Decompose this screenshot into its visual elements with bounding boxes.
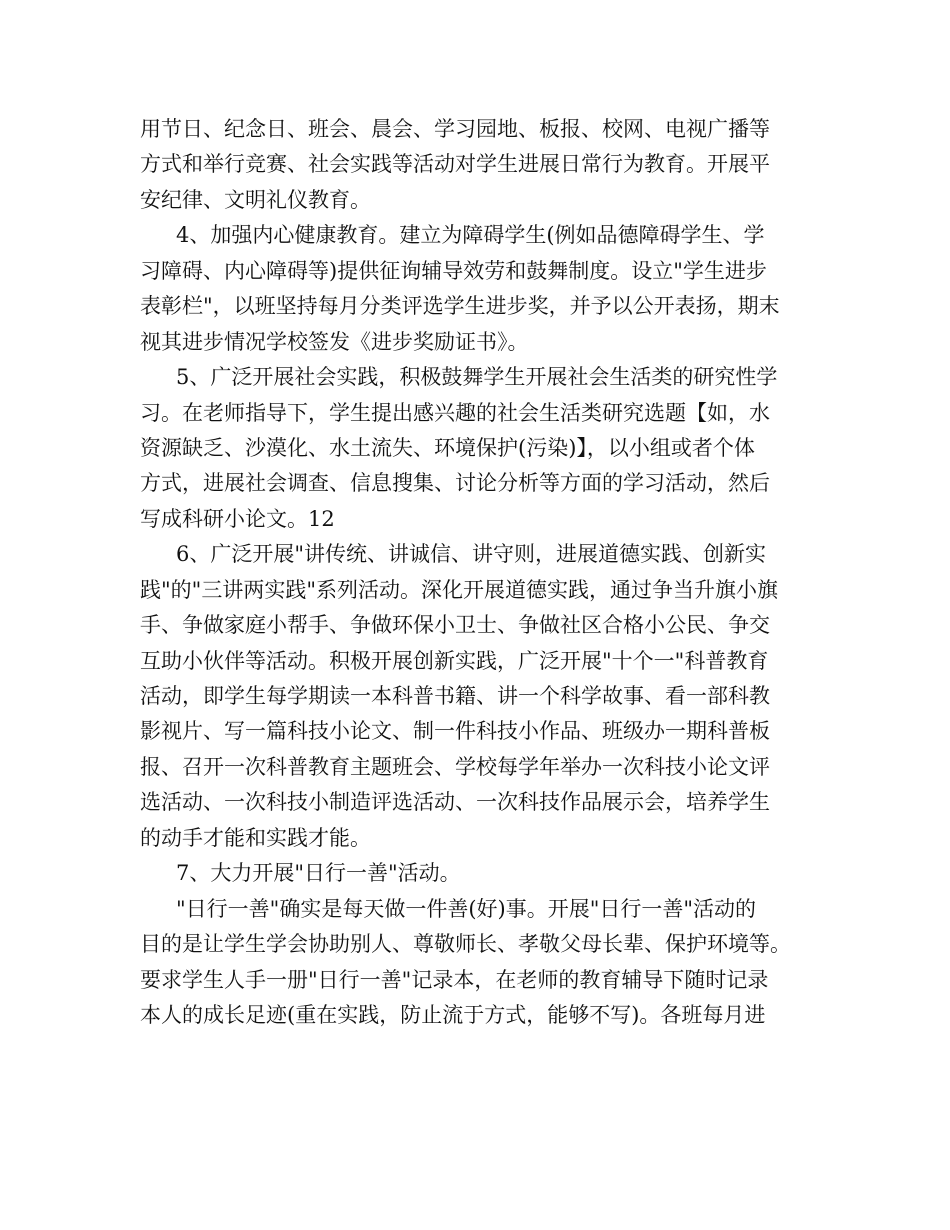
text-line: 习。在老师指导下，学生提出感兴趣的社会生活类研究选题【如，水	[140, 400, 770, 425]
text-line: 写成科研小论文。12	[140, 506, 335, 531]
text-line: 报、召开一次科普教育主题班会、学校每学年举办一次科技小论文评	[140, 754, 770, 779]
text-line: 要求学生人手一册"日行一善"记录本，在老师的教育辅导下随时记录	[140, 967, 769, 992]
text-line: 表彰栏"，以班坚持每月分类评选学生进步奖，并予以公开表扬，期末	[140, 294, 780, 319]
text-line: 5、广泛开展社会实践，积极鼓舞学生开展社会生活类的研究性学	[176, 365, 778, 390]
text-line: 的动手才能和实践才能。	[140, 825, 371, 850]
text-line: 目的是让学生学会协助别人、尊敬师长、孝敬父母长辈、保护环境等。	[140, 932, 791, 957]
text-line: 影视片、写一篇科技小论文、制一件科技小作品、班级办一期科普板	[140, 719, 770, 744]
text-line: 7、大力开展"日行一善"活动。	[176, 861, 461, 886]
text-line: "日行一善"确实是每天做一件善(好)事。开展"日行一善"活动的	[176, 896, 757, 921]
text-line: 6、广泛开展"讲传统、讲诚信、讲守则，进展道德实践、创新实	[176, 542, 767, 567]
text-line: 视其进步情况学校签发《进步奖励证书》。	[140, 329, 529, 354]
text-line: 方式，进展社会调查、信息搜集、讨论分析等方面的学习活动，然后	[140, 471, 770, 496]
text-line: 资源缺乏、沙漠化、水土流失、环境保护(污染)】，以小组或者个体	[140, 435, 755, 460]
text-line: 互助小伙伴等活动。积极开展创新实践，广泛开展"十个一"科普教育	[140, 648, 769, 673]
body-text	[140, 112, 830, 1033]
text-line: 手、争做家庭小帮手、争做环保小卫士、争做社区合格小公民、争交	[140, 613, 770, 638]
text-line: 活动，即学生每学期读一本科普书籍、讲一个科学故事、看一部科教	[140, 684, 770, 708]
text-line: 选活动、一次科技小制造评选活动、一次科技作品展示会，培养学生	[140, 790, 770, 815]
text-line: 安纪律、文明礼仪教育。	[140, 187, 371, 212]
text-line: 方式和举行竞赛、社会实践等活动对学生进展日常行为教育。开展平	[140, 152, 770, 177]
text-line: 习障碍、内心障碍等)提供征询辅导效劳和鼓舞制度。设立"学生进步	[140, 258, 767, 283]
text-line: 践"的"三讲两实践"系列活动。深化开展道德实践，通过争当升旗小旗	[140, 577, 778, 602]
text-line: 用节日、纪念日、班会、晨会、学习园地、板报、校网、电视广播等	[140, 117, 770, 141]
text-line: 4、加强内心健康教育。建立为障碍学生(例如品德障碍学生、学	[176, 223, 765, 248]
text-line: 本人的成长足迹(重在实践，防止流于方式，能够不写)。各班每月进	[140, 1002, 766, 1027]
